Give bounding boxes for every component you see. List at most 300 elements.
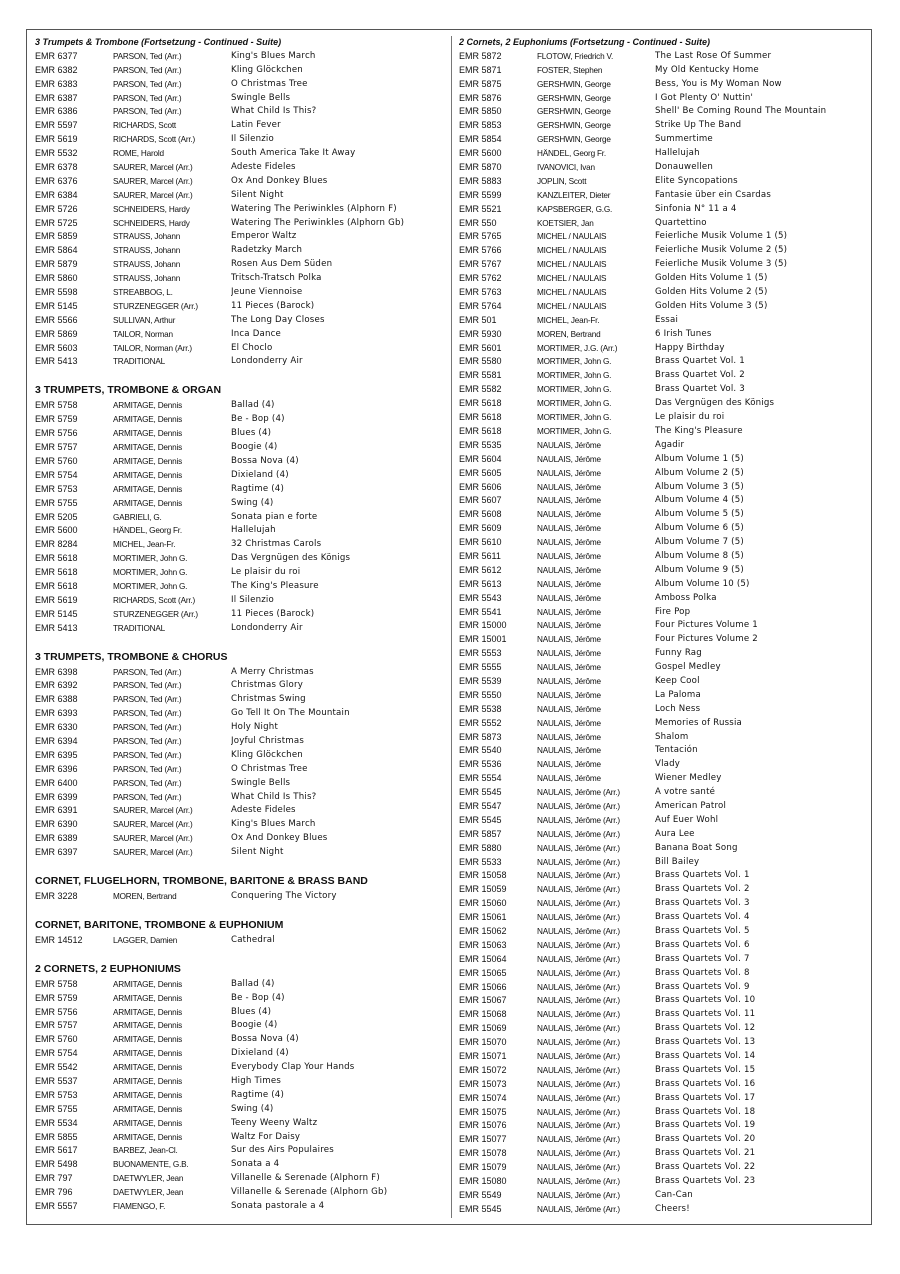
catalog-number: EMR 5618 (35, 553, 78, 564)
catalog-number: EMR 6392 (35, 680, 78, 691)
composer-name: ARMITAGE, Dennis (113, 415, 182, 425)
catalog-number: EMR 5618 (459, 412, 502, 423)
composer-name: NAULAIS, Jérôme (Arr.) (537, 885, 620, 895)
composer-name: HÄNDEL, Georg Fr. (113, 526, 182, 536)
piece-title: O Christmas Tree (231, 763, 308, 774)
composer-name: NAULAIS, Jérôme (Arr.) (537, 1052, 620, 1062)
catalog-entry-row (459, 383, 867, 397)
catalog-number: EMR 5537 (35, 1076, 78, 1086)
catalog-number: EMR 6387 (35, 92, 78, 103)
catalog-number: EMR 5606 (459, 481, 502, 492)
piece-title: Album Volume 2 (5) (655, 467, 744, 478)
piece-title: Brass Quartets Vol. 20 (655, 1134, 756, 1145)
catalog-number: EMR 5872 (459, 50, 502, 61)
catalog-entry-row (35, 846, 447, 860)
catalog-entry-row (459, 508, 867, 522)
catalog-number: EMR 5521 (459, 203, 502, 214)
composer-name: NAULAIS, Jérôme (537, 468, 601, 478)
composer-name: MOREN, Bertrand (113, 891, 177, 901)
catalog-entry-row (35, 1103, 447, 1117)
piece-title: Feierliche Musik Volume 2 (5) (655, 245, 788, 256)
catalog-number: EMR 5619 (35, 594, 78, 605)
piece-title: Brass Quartets Vol. 1 (655, 870, 750, 881)
composer-name: PARSON, Ted (Arr.) (113, 93, 182, 103)
catalog-entry-row (459, 286, 867, 300)
catalog-number: EMR 15067 (459, 995, 507, 1006)
composer-name: ARMITAGE, Dennis (113, 1049, 182, 1059)
catalog-number: EMR 6378 (35, 162, 78, 173)
piece-title: Brass Quartets Vol. 22 (655, 1162, 756, 1173)
piece-title: Summertime (655, 134, 713, 145)
catalog-entry-row (459, 494, 867, 508)
catalog-number: EMR 6395 (35, 749, 78, 760)
catalog-number: EMR 5566 (35, 314, 78, 325)
catalog-entry-row (35, 328, 447, 342)
composer-name: NAULAIS, Jérôme (Arr.) (537, 913, 620, 923)
catalog-number: EMR 5756 (35, 1006, 78, 1017)
piece-title: Christmas Swing (231, 694, 306, 705)
catalog-entry-row (35, 230, 447, 244)
composer-name: NAULAIS, Jérôme (Arr.) (537, 982, 620, 992)
catalog-entry-row (35, 890, 447, 904)
composer-name: TRADITIONAL (113, 623, 165, 633)
catalog-number: EMR 5603 (35, 342, 78, 353)
catalog-entry-row (459, 481, 867, 495)
catalog-entry-row (35, 594, 447, 608)
composer-name: BUONAMENTE, G.B. (113, 1160, 189, 1170)
piece-title: The King's Pleasure (655, 425, 743, 436)
catalog-entry-row (459, 592, 867, 606)
catalog-number: EMR 5597 (35, 120, 78, 131)
piece-title: High Times (231, 1076, 281, 1086)
composer-name: GABRIELI, G. (113, 512, 162, 522)
composer-name: PARSON, Ted (Arr.) (113, 736, 182, 746)
composer-name: ARMITAGE, Dennis (113, 456, 182, 466)
composer-name: NAULAIS, Jérôme (Arr.) (537, 1065, 620, 1075)
piece-title: Four Pictures Volume 1 (655, 620, 758, 631)
catalog-number: EMR 15072 (459, 1064, 507, 1075)
piece-title: Brass Quartets Vol. 6 (655, 939, 750, 950)
catalog-number: EMR 6394 (35, 735, 78, 746)
piece-title: Feierliche Musik Volume 1 (5) (655, 231, 788, 242)
piece-title: A Merry Christmas (231, 666, 314, 677)
catalog-entry-row (35, 777, 447, 791)
catalog-number: EMR 5543 (459, 592, 502, 603)
composer-name: PARSON, Ted (Arr.) (113, 778, 182, 788)
catalog-entry-row (459, 981, 867, 995)
catalog-number: EMR 5581 (459, 370, 502, 381)
piece-title: Villanelle & Serenade (Alphorn F) (231, 1173, 380, 1184)
catalog-number: EMR 5758 (35, 978, 78, 989)
composer-name: ARMITAGE, Dennis (113, 1021, 182, 1031)
composer-name: ROME, Harold (113, 149, 164, 159)
catalog-number: EMR 6388 (35, 694, 78, 705)
piece-title: Brass Quartets Vol. 23 (655, 1176, 756, 1187)
catalog-number: EMR 6393 (35, 708, 78, 719)
catalog-entry-row (35, 749, 447, 763)
composer-name: NAULAIS, Jérôme (537, 635, 601, 645)
catalog-entry-row (35, 992, 447, 1006)
composer-name: NAULAIS, Jérôme (Arr.) (537, 1204, 620, 1214)
section-title-3-trumpets-trombone-chorus: 3 TRUMPETS, TROMBONE & CHORUS (35, 650, 228, 663)
catalog-entry-row (459, 619, 867, 633)
catalog-entry-row (459, 230, 867, 244)
catalog-entry-row (35, 1158, 447, 1172)
composer-name: NAULAIS, Jérôme (537, 565, 601, 575)
catalog-number: EMR 5757 (35, 1020, 78, 1031)
composer-name: ARMITAGE, Dennis (113, 993, 182, 1003)
piece-title: Keep Cool (655, 675, 700, 686)
composer-name: ARMITAGE, Dennis (113, 1007, 182, 1017)
section-title-cornet-flugelhorn-trombone-baritone-brass-band: CORNET, FLUGELHORN, TROMBONE, BARITONE & BRASS BAND (35, 874, 368, 887)
composer-name: FLOTOW, Friedrich V. (537, 51, 614, 61)
catalog-entry-row (459, 244, 867, 258)
piece-title: Ragtime (4) (231, 1089, 285, 1100)
catalog-number: EMR 15059 (459, 884, 507, 895)
composer-name: STREABBOG, L. (113, 288, 173, 298)
catalog-number: EMR 15070 (459, 1037, 507, 1048)
catalog-number: EMR 3228 (35, 890, 78, 901)
catalog-entry-row (459, 1161, 867, 1175)
composer-name: ARMITAGE, Dennis (113, 401, 182, 411)
catalog-entry-row (459, 453, 867, 467)
piece-title: Adeste Fideles (231, 805, 296, 816)
catalog-entry-row (35, 272, 447, 286)
composer-name: KAPSBERGER, G.G. (537, 204, 613, 214)
catalog-entry-row (35, 161, 447, 175)
catalog-entry-row (35, 286, 447, 300)
catalog-number: EMR 5611 (459, 550, 501, 561)
piece-title: Donauwellen (655, 162, 714, 173)
catalog-number: EMR 5541 (459, 606, 502, 617)
composer-name: NAULAIS, Jérôme (Arr.) (537, 954, 620, 964)
piece-title: Silent Night (231, 847, 284, 858)
composer-name: SAURER, Marcel (Arr.) (113, 806, 193, 816)
piece-title: Rosen Aus Dem Süden (231, 259, 333, 270)
catalog-entry-row (459, 661, 867, 675)
catalog-number: EMR 5145 (35, 608, 78, 619)
catalog-entry-row (459, 925, 867, 939)
piece-title: Blues (4) (231, 1006, 272, 1017)
section-title-3-trumpets-trombone-fortsetzung-continued-suite: 3 Trumpets & Trombone (Fortsetzung - Continued - Suite) (35, 37, 282, 47)
catalog-number: EMR 5552 (459, 717, 502, 728)
catalog-entry-row (35, 608, 447, 622)
composer-name: NAULAIS, Jérôme (Arr.) (537, 871, 620, 881)
catalog-number: EMR 5855 (35, 1131, 78, 1142)
piece-title: Le plaisir du roi (231, 567, 301, 578)
piece-title: Tritsch-Tratsch Polka (231, 273, 322, 284)
composer-name: IVANOVICI, Ivan (537, 163, 595, 173)
catalog-number: EMR 15075 (459, 1106, 507, 1117)
catalog-number: EMR 5545 (459, 787, 502, 798)
catalog-entry-row (459, 258, 867, 272)
composer-name: MICHEL / NAULAIS (537, 246, 607, 256)
catalog-entry-row (35, 427, 447, 441)
catalog-number: EMR 5725 (35, 217, 78, 228)
composer-name: GERSHWIN, George (537, 121, 611, 131)
composer-name: ARMITAGE, Dennis (113, 1063, 182, 1073)
composer-name: MICHEL, Jean-Fr. (537, 315, 600, 325)
catalog-number: EMR 15064 (459, 953, 507, 964)
piece-title: Brass Quartets Vol. 7 (655, 953, 750, 964)
composer-name: NAULAIS, Jérôme (537, 593, 601, 603)
catalog-entry-row (459, 994, 867, 1008)
piece-title: O Christmas Tree (231, 78, 308, 89)
composer-name: PARSON, Ted (Arr.) (113, 667, 182, 677)
piece-title: A votre santé (655, 787, 716, 798)
catalog-entry-row (459, 814, 867, 828)
composer-name: NAULAIS, Jérôme (537, 718, 601, 728)
composer-name: NAULAIS, Jérôme (Arr.) (537, 843, 620, 853)
catalog-entry-row (459, 1119, 867, 1133)
piece-title: Brass Quartets Vol. 15 (655, 1064, 756, 1075)
catalog-entry-row (459, 439, 867, 453)
catalog-number: EMR 5539 (459, 675, 502, 686)
catalog-number: EMR 5599 (459, 189, 502, 200)
catalog-entry-row (35, 622, 447, 636)
catalog-entry-row (35, 469, 447, 483)
composer-name: FIAMENGO, F. (113, 1202, 166, 1212)
catalog-entry-row (35, 217, 447, 231)
composer-name: STRAUSS, Johann (113, 274, 181, 284)
piece-title: Brass Quartets Vol. 19 (655, 1120, 756, 1131)
catalog-entry-row (35, 64, 447, 78)
catalog-number: EMR 5756 (35, 428, 78, 439)
catalog-entry-row (459, 1064, 867, 1078)
piece-title: Gospel Medley (655, 662, 721, 673)
piece-title: Watering The Periwinkles (Alphorn Gb) (231, 217, 405, 228)
catalog-entry-row (35, 580, 447, 594)
composer-name: NAULAIS, Jérôme (Arr.) (537, 788, 620, 798)
catalog-entry-row (35, 1186, 447, 1200)
catalog-number: EMR 797 (35, 1173, 73, 1184)
catalog-number: EMR 5880 (459, 842, 502, 853)
catalog-entry-row (459, 967, 867, 981)
catalog-number: EMR 5860 (35, 273, 78, 284)
catalog-entry-row (35, 524, 447, 538)
composer-name: PARSON, Ted (Arr.) (113, 51, 182, 61)
catalog-entry-row (35, 1033, 447, 1047)
catalog-entry-row (459, 397, 867, 411)
catalog-number: EMR 6397 (35, 847, 78, 858)
piece-title: Kling Glöckchen (231, 64, 303, 75)
catalog-number: EMR 5498 (35, 1159, 78, 1170)
catalog-number: EMR 5854 (459, 134, 502, 145)
catalog-entry-row (35, 105, 447, 119)
catalog-entry-row (459, 758, 867, 772)
composer-name: PARSON, Ted (Arr.) (113, 764, 182, 774)
piece-title: Brass Quartets Vol. 13 (655, 1037, 756, 1048)
composer-name: MICHEL / NAULAIS (537, 288, 607, 298)
piece-title: Cathedral (231, 934, 275, 945)
piece-title: Album Volume 6 (5) (655, 523, 744, 534)
composer-name: MORTIMER, John G. (537, 426, 612, 436)
piece-title: Sonata pian e forte (231, 511, 318, 522)
composer-name: ARMITAGE, Dennis (113, 484, 182, 494)
composer-name: PARSON, Ted (Arr.) (113, 750, 182, 760)
catalog-number: EMR 5879 (35, 259, 78, 270)
catalog-number: EMR 5601 (459, 342, 502, 353)
piece-title: 32 Christmas Carols (231, 539, 322, 550)
piece-title: Waltz For Daisy (231, 1131, 301, 1142)
catalog-entry-row (459, 147, 867, 161)
catalog-number: EMR 5760 (35, 455, 78, 466)
piece-title: Ox And Donkey Blues (231, 175, 328, 186)
catalog-entry-row (459, 272, 867, 286)
catalog-number: EMR 5767 (459, 259, 502, 270)
catalog-number: EMR 6384 (35, 189, 78, 200)
composer-name: MORTIMER, John G. (537, 385, 612, 395)
catalog-number: EMR 5619 (35, 134, 78, 145)
catalog-number: EMR 5540 (459, 745, 502, 756)
catalog-number: EMR 6398 (35, 666, 78, 677)
catalog-entry-row (459, 856, 867, 870)
composer-name: MOREN, Bertrand (537, 329, 601, 339)
composer-name: NAULAIS, Jérôme (Arr.) (537, 1079, 620, 1089)
piece-title: Loch Ness (655, 703, 701, 714)
catalog-number: EMR 5413 (35, 622, 78, 633)
piece-title: Golden Hits Volume 1 (5) (655, 273, 768, 284)
composer-name: STRAUSS, Johann (113, 260, 181, 270)
catalog-entry-row (35, 50, 447, 64)
piece-title: Wiener Medley (655, 773, 722, 784)
catalog-number: EMR 5755 (35, 497, 78, 508)
catalog-entry-row (459, 92, 867, 106)
catalog-page (26, 29, 872, 1225)
catalog-number: EMR 5413 (35, 356, 78, 367)
piece-title: Brass Quartets Vol. 12 (655, 1023, 756, 1034)
catalog-number: EMR 5759 (35, 414, 78, 425)
catalog-entry-row (459, 939, 867, 953)
catalog-entry-row (459, 717, 867, 731)
piece-title: Boogie (4) (231, 1020, 278, 1031)
piece-title: Ox And Donkey Blues (231, 833, 328, 844)
catalog-entry-row (35, 763, 447, 777)
piece-title: What Child Is This? (231, 791, 317, 802)
piece-title: 6 Irish Tunes (655, 328, 712, 339)
composer-name: LAGGER, Damien (113, 935, 178, 945)
catalog-number: EMR 5607 (459, 495, 502, 506)
catalog-number: EMR 5618 (35, 567, 78, 578)
piece-title: 11 Pieces (Barock) (231, 300, 315, 311)
catalog-entry-row (459, 869, 867, 883)
catalog-entry-row (459, 842, 867, 856)
piece-title: South America Take It Away (231, 148, 356, 159)
catalog-entry-row (459, 675, 867, 689)
piece-title: Swing (4) (231, 1103, 274, 1114)
catalog-entry-row (459, 342, 867, 356)
composer-name: MORTIMER, John G. (113, 581, 188, 591)
catalog-entry-row (459, 1036, 867, 1050)
composer-name: NAULAIS, Jérôme (Arr.) (537, 996, 620, 1006)
catalog-number: EMR 5605 (459, 467, 502, 478)
composer-name: NAULAIS, Jérôme (537, 440, 601, 450)
catalog-number: EMR 5871 (459, 64, 502, 75)
catalog-number: EMR 6396 (35, 763, 78, 774)
catalog-number: EMR 15073 (459, 1078, 507, 1089)
composer-name: ARMITAGE, Dennis (113, 470, 182, 480)
catalog-number: EMR 5604 (459, 453, 502, 464)
composer-name: NAULAIS, Jérôme (Arr.) (537, 815, 620, 825)
catalog-number: EMR 15062 (459, 926, 507, 936)
composer-name: NAULAIS, Jérôme (Arr.) (537, 1135, 620, 1145)
composer-name: MORTIMER, John G. (537, 357, 612, 367)
catalog-number: EMR 5582 (459, 384, 502, 395)
catalog-number: EMR 5205 (35, 511, 78, 522)
catalog-number: EMR 5753 (35, 483, 78, 494)
composer-name: STURZENEGGER (Arr.) (113, 301, 198, 311)
composer-name: NAULAIS, Jérôme (Arr.) (537, 801, 620, 811)
catalog-entry-row (35, 119, 447, 133)
catalog-number: EMR 5609 (459, 523, 502, 534)
piece-title: Be - Bop (4) (231, 414, 285, 425)
piece-title: Holy Night (231, 722, 279, 733)
catalog-number: EMR 15058 (459, 870, 507, 881)
composer-name: KOETSIER, Jan (537, 218, 594, 228)
composer-name: NAULAIS, Jérôme (Arr.) (537, 927, 620, 936)
piece-title: Dixieland (4) (231, 469, 289, 480)
composer-name: SAURER, Marcel (Arr.) (113, 176, 193, 186)
composer-name: NAULAIS, Jérôme (Arr.) (537, 1024, 620, 1034)
piece-title: Brass Quartets Vol. 3 (655, 898, 750, 909)
composer-name: NAULAIS, Jérôme (Arr.) (537, 1010, 620, 1020)
piece-title: Album Volume 3 (5) (655, 481, 744, 492)
catalog-number: EMR 5859 (35, 231, 78, 242)
catalog-number: EMR 5553 (459, 648, 502, 659)
catalog-number: EMR 5557 (35, 1201, 78, 1212)
piece-title: Album Volume 4 (5) (655, 495, 744, 506)
composer-name: NAULAIS, Jérôme (537, 579, 601, 589)
catalog-entry-row (35, 147, 447, 161)
catalog-number: EMR 5618 (459, 398, 502, 409)
composer-name: TAILOR, Norman (Arr.) (113, 343, 192, 353)
catalog-number: EMR 15060 (459, 898, 507, 909)
catalog-entry-row (35, 497, 447, 511)
composer-name: MICHEL / NAULAIS (537, 274, 607, 284)
catalog-entry-row (459, 1008, 867, 1022)
catalog-number: EMR 5535 (459, 439, 502, 450)
composer-name: PARSON, Ted (Arr.) (113, 709, 182, 719)
catalog-entry-row (35, 1144, 447, 1158)
piece-title: Brass Quartets Vol. 4 (655, 912, 750, 923)
composer-name: ARMITAGE, Dennis (113, 1077, 182, 1086)
catalog-entry-row (459, 425, 867, 439)
catalog-entry-row (35, 342, 447, 356)
catalog-number: EMR 5873 (459, 731, 502, 742)
left-column (35, 36, 447, 1214)
catalog-entry-row (35, 300, 447, 314)
composer-name: NAULAIS, Jérôme (Arr.) (537, 1093, 620, 1103)
catalog-entry-row (35, 1075, 447, 1089)
catalog-entry-row (459, 522, 867, 536)
composer-name: BARBEZ, Jean-Cl. (113, 1146, 178, 1156)
catalog-entry-row (35, 355, 447, 369)
catalog-number: EMR 15063 (459, 939, 507, 950)
catalog-entry-row (35, 455, 447, 469)
piece-title: Agadir (655, 439, 685, 450)
composer-name: SAURER, Marcel (Arr.) (113, 820, 193, 830)
catalog-entry-row (459, 467, 867, 481)
composer-name: NAULAIS, Jérôme (537, 551, 601, 561)
piece-title: Brass Quartets Vol. 8 (655, 967, 750, 978)
catalog-entry-row (35, 1006, 447, 1020)
catalog-entry-row (459, 786, 867, 800)
catalog-entry-row (459, 119, 867, 133)
piece-title: Strike Up The Band (655, 120, 742, 131)
catalog-number: EMR 5753 (35, 1089, 78, 1100)
catalog-entry-row (35, 721, 447, 735)
composer-name: NAULAIS, Jérôme (537, 538, 601, 548)
